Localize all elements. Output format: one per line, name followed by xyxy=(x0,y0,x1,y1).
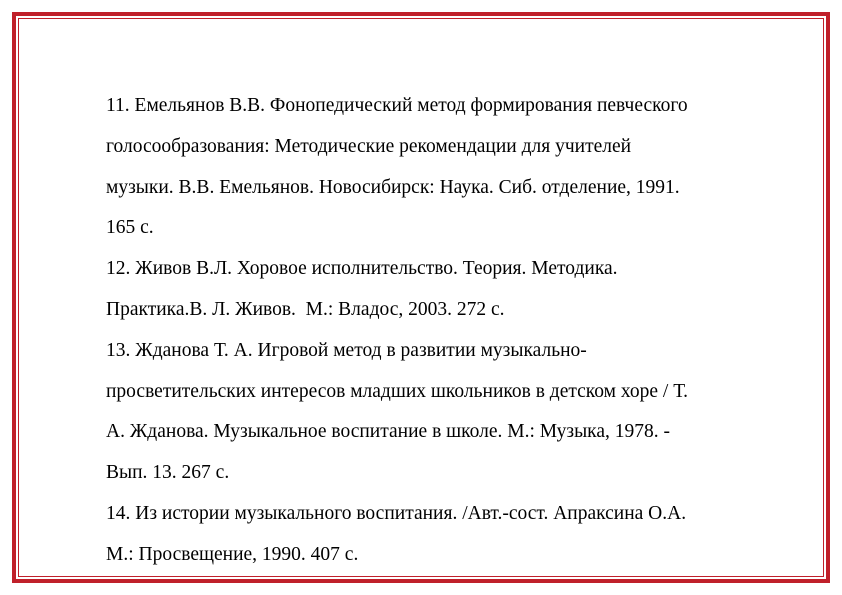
reference-line: 12. Живов В.Л. Хоровое исполнительство. Теория. Методика. xyxy=(106,258,618,280)
reference-list xyxy=(106,86,786,576)
reference-line: музыки. В.В. Емельянов. Новосибирск: Наука. Сиб. отделение, 1991. xyxy=(106,176,680,198)
reference-line: голосообразования: Методические рекомендации для учителей xyxy=(106,135,632,157)
reference-line: 14. Из истории музыкального воспитания. /Авт.-сост. Апраксина О.А. xyxy=(106,502,687,524)
reference-line: просветительских интересов младших школьников в детском хоре / Т. xyxy=(106,380,689,402)
reference-line: Практика.В. Л. Живов. М.: Владос, 2003. 272 с. xyxy=(106,298,505,320)
reference-line: 11. Емельянов В.В. Фонопедический метод формирования певческого xyxy=(106,95,688,116)
reference-line: Вып. 13. 267 с. xyxy=(106,462,230,484)
reference-line: А. Жданова. Музыкальное воспитание в школе. М.: Музыка, 1978. - xyxy=(106,421,671,443)
reference-line: М.: Просвещение, 1990. 407 с. xyxy=(106,543,359,565)
reference-line: 13. Жданова Т. А. Игровой метод в развитии музыкально- xyxy=(106,339,587,361)
reference-line: 165 с. xyxy=(106,217,154,239)
